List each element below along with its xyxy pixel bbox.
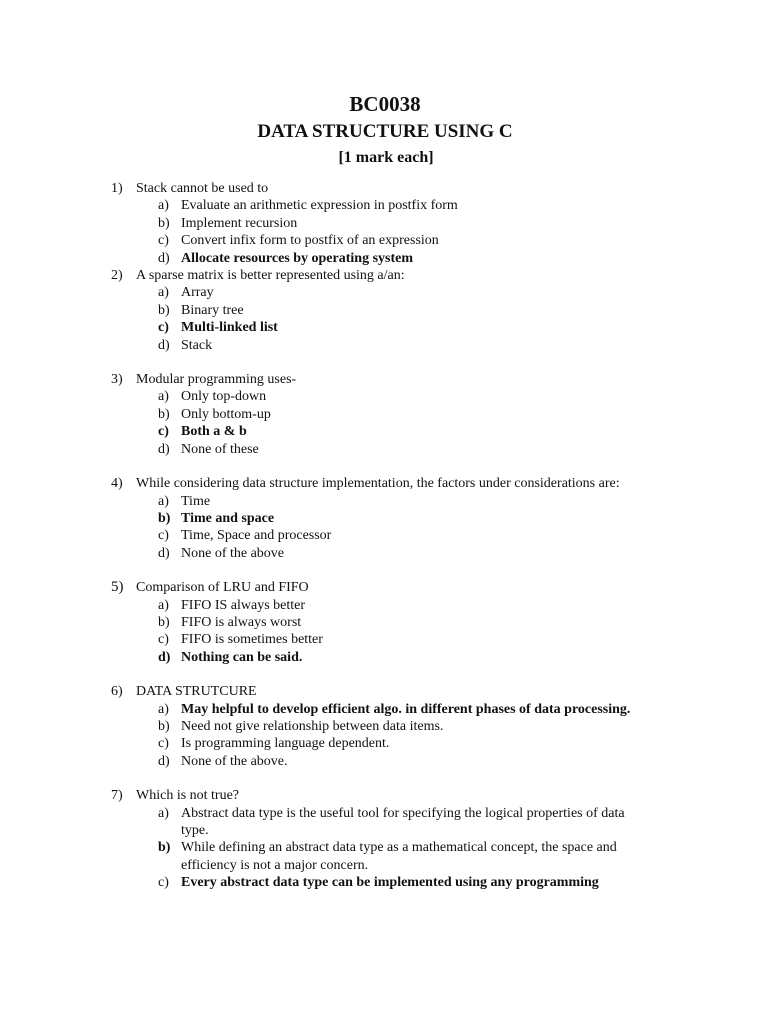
option [158,284,751,301]
option-text: Need not give relationship between data items. [181,718,444,734]
option-letter: d) [158,649,171,665]
option-text: Array [181,285,214,301]
option-letter: c) [158,528,169,544]
option-text: Is programming language dependent. [181,736,390,752]
option-letter: c) [158,320,169,336]
option-answer [158,649,751,666]
option-text: None of these [181,441,259,457]
option-text: While defining an abstract data type as a mathematical concept, the space and efficiency is not a major concern. [181,840,617,873]
option-letter: b) [158,302,170,318]
question-number: 7) [111,788,123,804]
option [158,614,751,631]
marks-note: [1 mark each] [338,149,434,166]
option-text: Abstract data type is the useful tool for specifying the logical properties of data type. [181,805,625,838]
option-letter: b) [158,406,170,422]
option-text: None of the above. [181,753,288,769]
question-number: 5) [111,579,124,596]
option [158,493,751,510]
question-number: 6) [111,684,123,700]
option-text: Nothing can be said. [181,649,303,665]
option-text: Allocate resources by operating system [181,250,413,266]
option-letter: d) [158,337,170,353]
option [158,597,751,614]
option-text: Only bottom-up [181,406,271,422]
option-text: FIFO is always worst [181,614,302,630]
option-text: Time and space [181,510,275,526]
option [158,406,751,423]
question-list [111,180,751,892]
question-text: While considering data structure implementation, the factors under considerations are: [136,476,620,492]
question-number: 4) [111,476,123,492]
option-text: FIFO IS always better [181,597,306,613]
course-code: BC0038 [349,92,421,116]
question-text: A sparse matrix is better represented using a/an: [136,268,405,284]
question-number: 1) [111,181,123,196]
question-3 [111,371,751,458]
option [158,527,751,544]
option-answer [158,839,751,874]
option [158,441,751,458]
option-letter: a) [158,285,169,301]
question-2 [111,267,751,354]
option-text: None of the above [181,545,285,561]
option-letter: a) [158,198,169,214]
option-letter: c) [158,736,169,752]
option-text: Multi-linked list [181,320,278,336]
option-letter: d) [158,753,170,769]
option-answer [158,510,751,527]
option-letter: d) [158,441,170,457]
option-letter: b) [158,718,170,734]
option [158,805,751,840]
option-text: Implement recursion [181,215,298,231]
question-1 [111,180,751,267]
option-text: Stack [181,337,213,353]
option-letter: a) [158,701,169,717]
option [158,388,751,405]
course-title: DATA STRUCTURE USING C [257,121,513,142]
option-text: Both a & b [181,424,247,440]
question-number: 2) [111,268,123,284]
question-5 [111,579,751,666]
option-letter: d) [158,545,170,561]
option-answer [158,423,751,440]
option [158,232,751,249]
option-letter: a) [158,805,169,821]
option-answer [158,701,751,718]
question-6 [111,683,751,770]
option-text: Binary tree [181,302,244,318]
option [158,215,751,232]
option [158,337,751,354]
option-answer [158,319,751,336]
option [158,197,751,214]
option-letter: a) [158,493,169,509]
option-letter: b) [158,614,170,630]
question-text: Stack cannot be used to [136,181,269,196]
option [158,874,751,891]
option-text: Time, Space and processor [181,528,332,544]
question-number: 3) [111,372,123,388]
question-text: DATA STRUTCURE [136,684,257,700]
option [158,631,751,648]
option-text: Convert infix form to postfix of an expression [181,233,439,249]
option-letter: d) [158,250,170,266]
option-letter: a) [158,597,169,613]
option [158,302,751,319]
option-letter: b) [158,840,171,856]
option-answer [158,250,751,267]
option-text: Time [181,493,211,509]
option-letter: b) [158,510,171,526]
option-text: FIFO is sometimes better [181,632,323,648]
question-4 [111,475,751,562]
question-text: Which is not true? [136,788,240,804]
document-header [0,90,768,169]
option [158,735,751,752]
option-text: Only top-down [181,389,267,405]
option-letter: c) [158,233,169,249]
option [158,753,751,770]
option-letter: b) [158,215,170,231]
option-letter: a) [158,389,169,405]
option [158,718,751,735]
option-letter: c) [158,632,169,648]
question-text: Comparison of LRU and FIFO [136,580,309,596]
option-letter: c) [158,424,169,440]
question-7 [111,787,751,891]
option-text: May helpful to develop efficient algo. in different phases of data processing. [181,701,631,717]
option-text: Every abstract data type can be implemented using any programming [181,875,599,891]
option [158,545,751,562]
option-letter: c) [158,875,169,891]
option-text: Evaluate an arithmetic expression in postfix form [181,198,458,214]
question-text: Modular programming uses- [136,372,297,388]
